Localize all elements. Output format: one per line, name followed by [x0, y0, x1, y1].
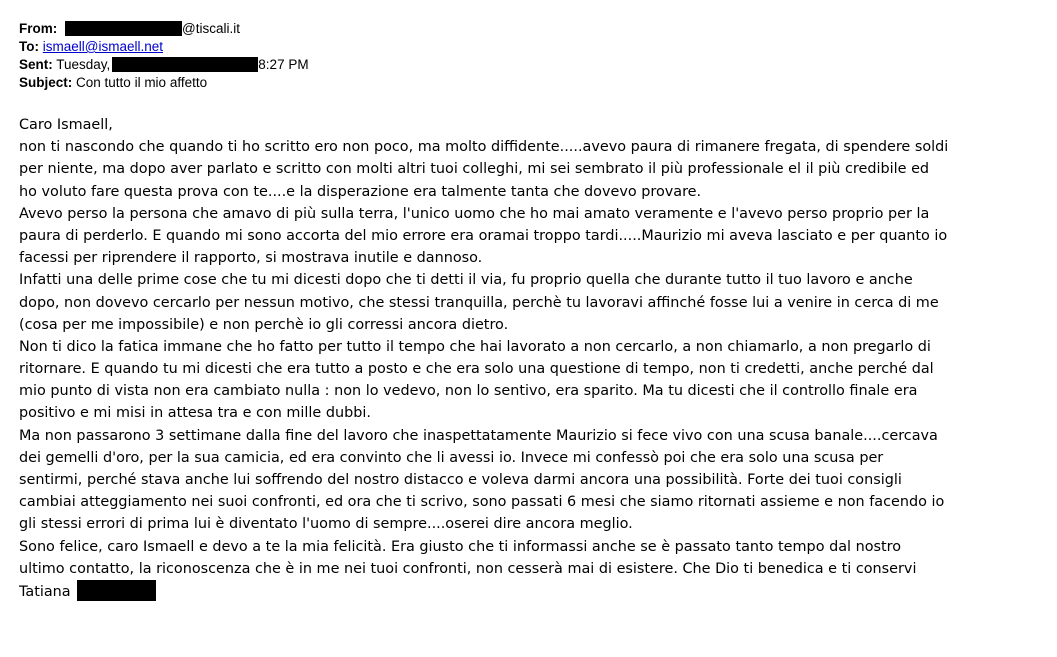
body-line: dei gemelli d'oro, per la sua camicia, ed era convinto che li avessi io. Invece mi confessò poi che era solo una scusa per	[19, 449, 884, 466]
body-line: Ma non passarono 3 settimane dalla fine del lavoro che inaspettatamente Maurizio si fece vivo con una scusa banale....cercava	[19, 427, 938, 444]
redaction-box	[77, 580, 156, 601]
sent-day: Tuesday,	[56, 57, 111, 72]
body-line: (cosa per me impossibile) e non perchè io gli corressi ancora dietro.	[19, 316, 509, 333]
signature-row	[19, 580, 1053, 604]
body-line: ho voluto fare questa prova con te....e la disperazione era talmente tanta che dovevo provare.	[19, 183, 702, 200]
body-line: paura di perderlo. E quando mi sono accorta del mio errore era oramai troppo tardi.....Maurizio mi aveva lasciato e per quanto io	[19, 227, 948, 244]
email-body	[19, 114, 1053, 604]
from-row	[19, 20, 309, 38]
body-line: mio punto di vista non era cambiato nulla : non lo vedevo, non lo sentivo, era sparito. Ma tu dicesti che il controllo finale era	[19, 383, 918, 400]
signature-name: Tatiana	[19, 583, 71, 600]
body-line: positivo e mi misi in attesa tra e con mille dubbi.	[19, 405, 371, 422]
subject-row	[19, 74, 309, 92]
body-line: Caro Ismaell,	[19, 117, 113, 133]
body-line: non ti nascondo che quando ti ho scritto ero non poco, ma molto diffidente.....avevo paura di rimanere fregata, di spendere soldi	[19, 139, 949, 156]
body-line: gli stessi errori di prima lui è diventato l'uomo di sempre....oserei dire ancora meglio.	[19, 516, 633, 533]
to-email-link[interactable]: ismaell@ismaell.net	[42, 39, 164, 54]
email-header	[19, 20, 309, 92]
body-line: Non ti dico la fatica immane che ho fatto per tutto il tempo che hai lavorato a non cercarlo, a non chiamarlo, a non pregarlo di	[19, 338, 931, 355]
body-line: Infatti una delle prime cose che tu mi dicesti dopo che ti detti il via, fu proprio quella che durante tutto il tuo lavoro e anche	[19, 272, 913, 289]
sent-row	[19, 56, 309, 74]
body-line: ritornare. E quando tu mi dicesti che era tutto a posto e che era solo una questione di tempo, non ti credetti, anche perché dal	[19, 361, 934, 378]
to-row	[19, 38, 309, 56]
body-line: facessi per riprendere il rapporto, si mostrava inutile e dannoso.	[19, 250, 483, 267]
sent-label: Sent:	[19, 57, 53, 72]
subject-label: Subject:	[19, 75, 73, 90]
from-value: @tiscali.it	[182, 21, 240, 36]
to-label: To:	[19, 39, 39, 54]
body-line: per niente, ma dopo aver parlato e scritto con molti altri tuoi colleghi, mi sei sembrato il più professionale el il più credibile ed	[19, 161, 930, 178]
subject-value: Con tutto il mio affetto	[76, 75, 208, 90]
body-line: dopo, non dovevo cercarlo per nessun motivo, che stessi tranquilla, perchè tu lavoravi affinché fosse lui a venire in cerca di me	[19, 294, 939, 311]
sent-time: 8:27 PM	[258, 57, 309, 72]
body-line: Avevo perso la persona che amavo di più sulla terra, l'unico uomo che ho mai amato veramente e l'avevo perso proprio per la	[19, 205, 930, 222]
body-line: sentirmi, perché stava anche lui soffrendo del nostro distacco e voleva darmi ancora una possibilità. Forte dei tuoi consigli	[19, 472, 902, 488]
redaction-box	[65, 21, 182, 36]
redaction-box	[112, 57, 258, 72]
body-line: cambiai atteggiamento nei suoi confronti, ed ora che ti scrivo, sono passati 6 mesi che siamo ritornati assieme e non facendo io	[19, 494, 945, 511]
body-line: Sono felice, caro Ismaell e devo a te la mia felicità. Era giusto che ti informassi anche se è passato tanto tempo dal nostro	[19, 538, 902, 555]
from-label: From:	[19, 21, 58, 36]
body-line: ultimo contatto, la riconoscenza che è in me nei tuoi confronti, non cesserà mai di esistere. Che Dio ti benedica e ti conservi	[19, 560, 917, 577]
